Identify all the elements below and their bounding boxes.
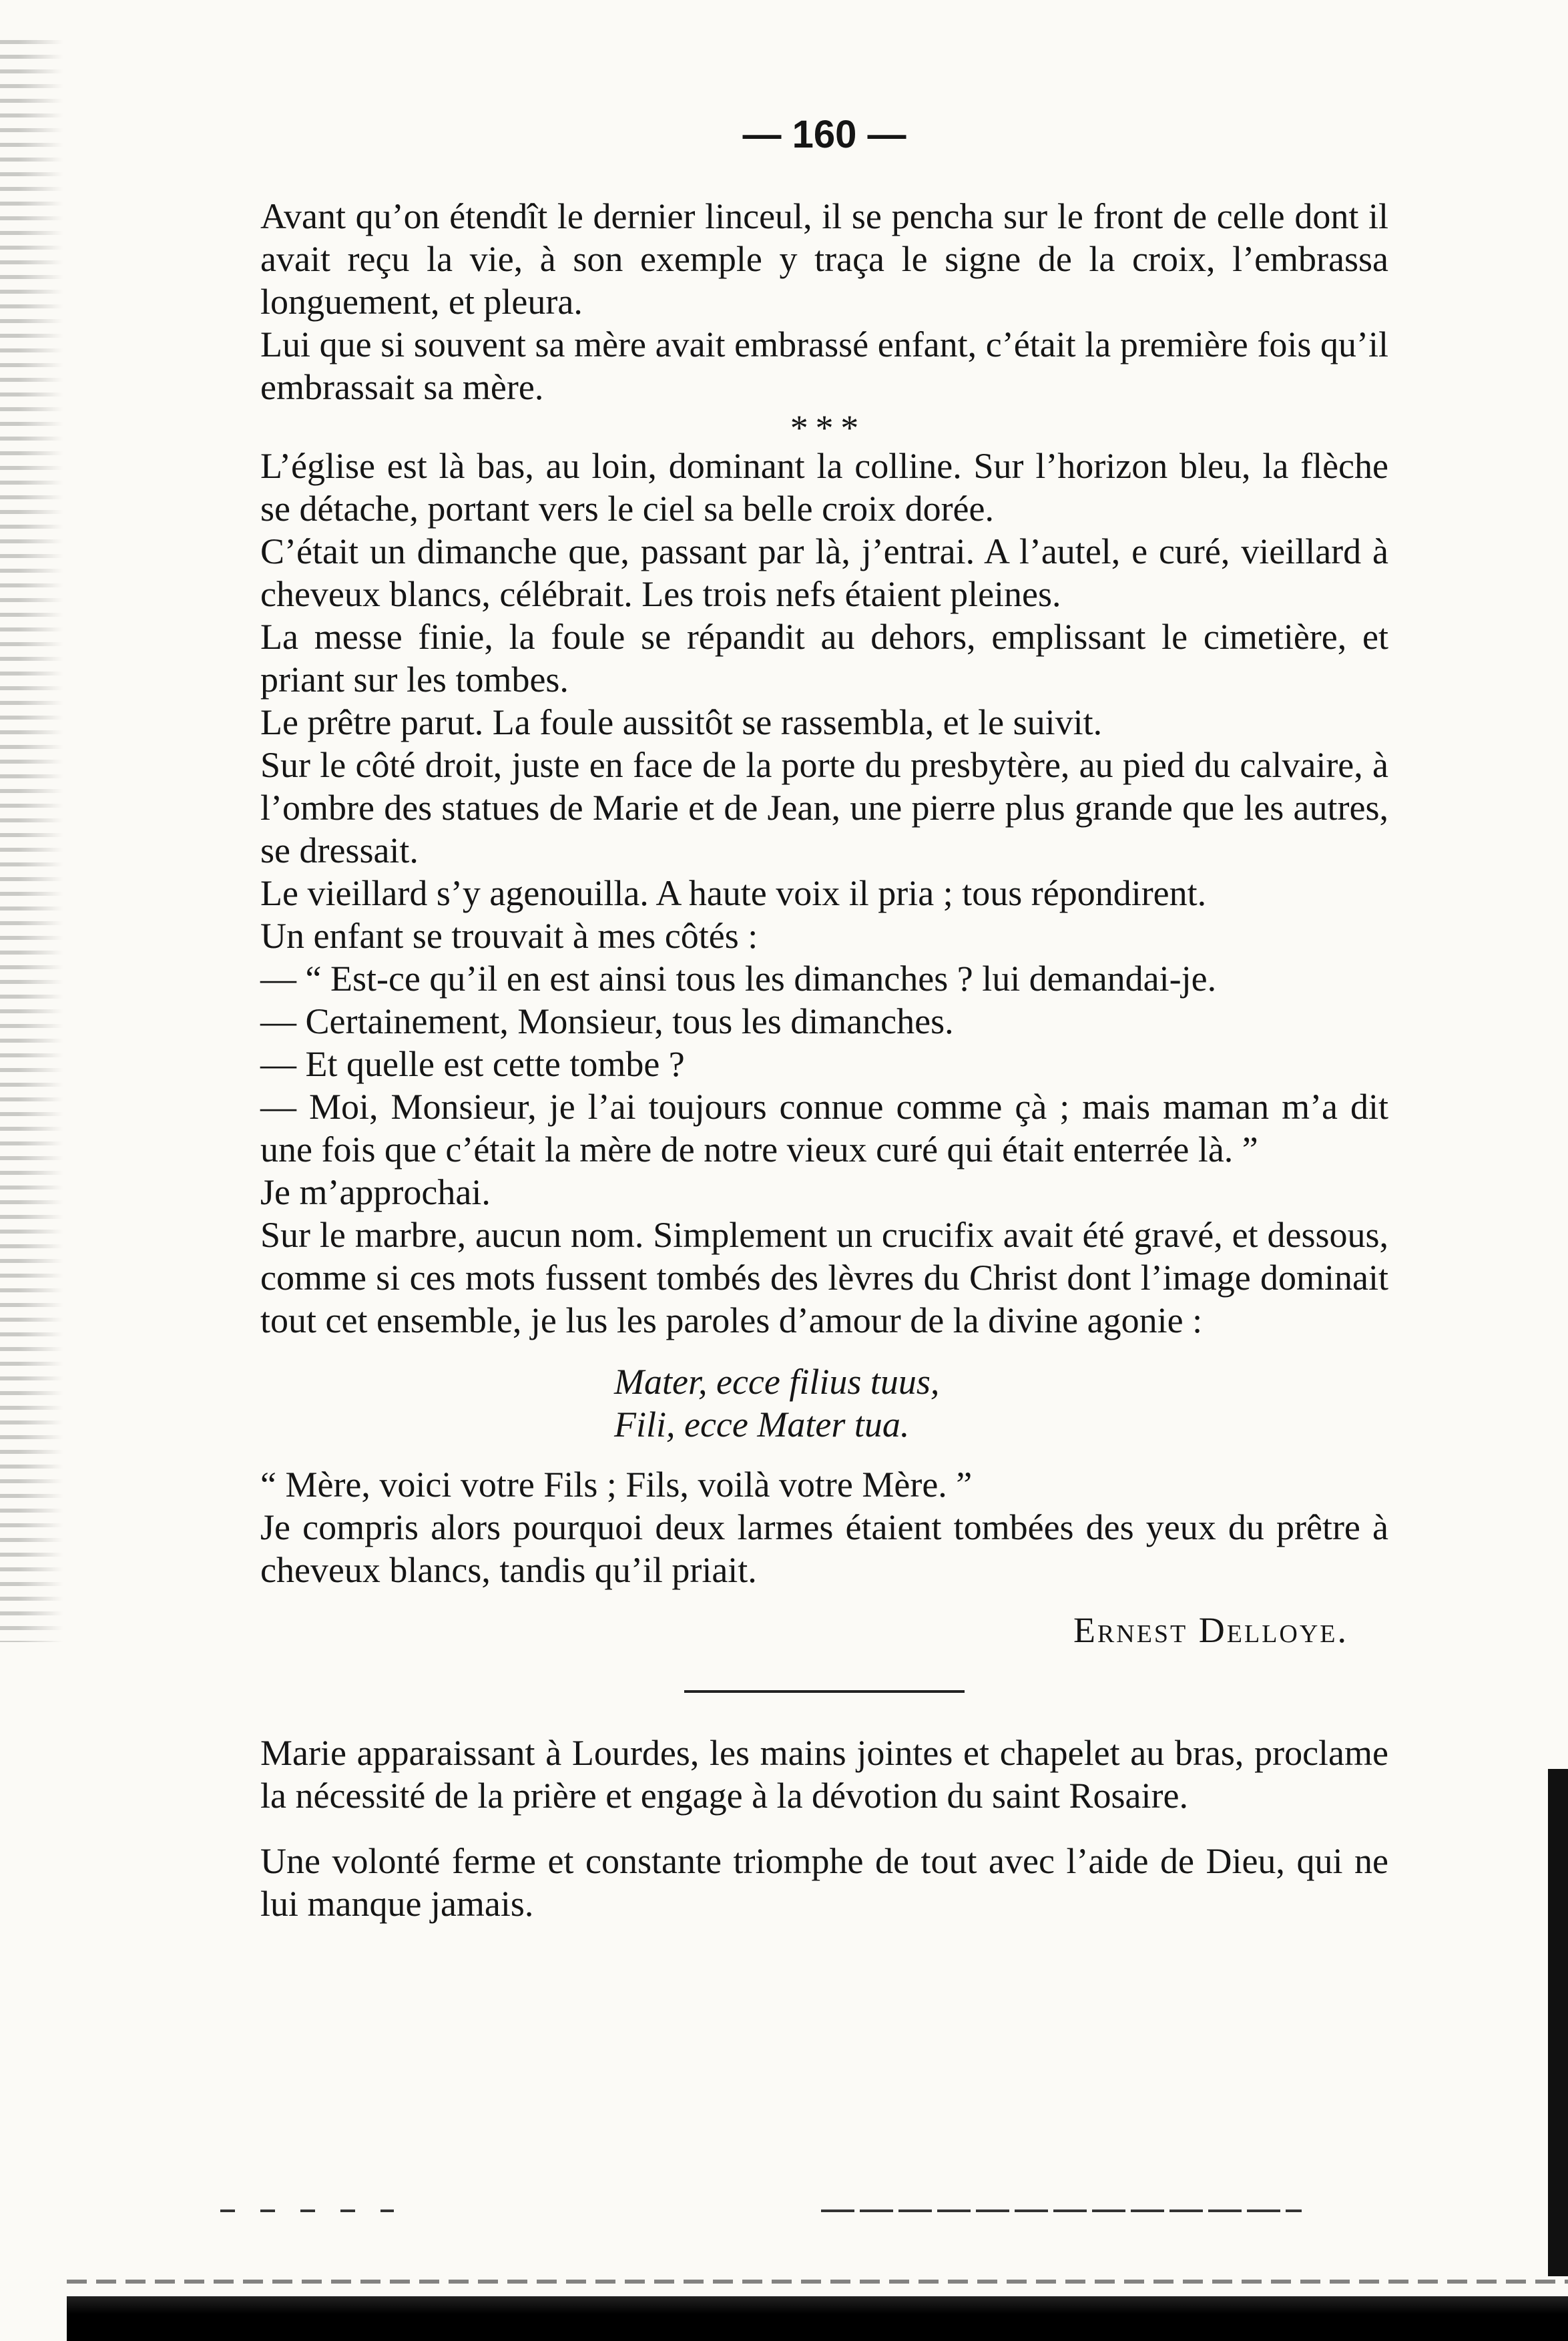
- paragraph: L’église est là bas, au loin, dominant la colline. Sur l’horizon bleu, la flèche se détache, portant vers le ciel sa belle croix dorée.: [260, 446, 1388, 529]
- scan-edge-left: [0, 40, 63, 1642]
- scan-bottom-bar: [67, 2296, 1568, 2341]
- dialogue-line: — Certainement, Monsieur, tous les dimanches.: [260, 1001, 954, 1041]
- footer-dash-rule: [0, 2209, 1568, 2215]
- author-signature: Ernest Delloye.: [1073, 1610, 1348, 1650]
- maxim: Marie apparaissant à Lourdes, les mains jointes et chapelet au bras, proclame la nécessité de la prière et engage à la dévotion du saint Rosaire.: [260, 1733, 1388, 1816]
- paragraph: Lui que si souvent sa mère avait embrassé enfant, c’était la première fois qu’il embrassait sa mère.: [260, 324, 1388, 407]
- scan-bottom-line: [67, 2280, 1568, 2284]
- latin-quote-line: Fili, ecce Mater tua.: [614, 1404, 910, 1445]
- paragraph: Je m’approchai.: [260, 1172, 491, 1212]
- maxim: Une volonté ferme et constante triomphe de tout avec l’aide de Dieu, qui ne lui manque jamais.: [260, 1841, 1388, 1924]
- paragraph: Avant qu’on étendît le dernier linceul, il se pencha sur le front de celle dont il avait reçu la vie, à son exemple y traça le signe de la croix, l’embrassa longuement, et pleura.: [260, 196, 1388, 322]
- paragraph: Sur le côté droit, juste en face de la porte du presbytère, au pied du calvaire, à l’ombre des statues de Marie et de Jean, une pierre plus grande que les autres, se dressait.: [260, 745, 1388, 870]
- page-number: — 160 —: [742, 113, 906, 156]
- paragraph: Le prêtre parut. La foule aussitôt se rassembla, et le suivit.: [260, 702, 1103, 742]
- scan-edge-right: [1548, 1769, 1568, 2276]
- paragraph: Je compris alors pourquoi deux larmes étaient tombées des yeux du prêtre à cheveux blancs, tandis qu’il priait.: [260, 1507, 1388, 1590]
- paragraph: Un enfant se trouvait à mes côtés :: [260, 916, 758, 956]
- paragraph: “ Mère, voici votre Fils ; Fils, voilà votre Mère. ”: [260, 1465, 973, 1505]
- horizontal-rule: [684, 1690, 965, 1693]
- footer-dash-left: [220, 2209, 394, 2212]
- paragraph: La messe finie, la foule se répandit au dehors, emplissant le cimetière, et priant sur les tombes.: [260, 617, 1388, 700]
- latin-quote-line: Mater, ecce filius tuus,: [614, 1362, 940, 1402]
- paragraph: C’était un dimanche que, passant par là, j’entrai. A l’autel, e curé, vieillard à cheveux blancs, célébrait. Les trois nefs étaient pleines.: [260, 531, 1388, 614]
- body-text: [260, 195, 1388, 1948]
- dialogue-line: — Moi, Monsieur, je l’ai toujours connue comme çà ; mais maman m’a dit une fois que c’était la mère de notre vieux curé qui était enterrée là. ”: [260, 1087, 1388, 1169]
- footer-dash-right: [821, 2209, 1302, 2212]
- latin-quote: [260, 1360, 1388, 1446]
- dialogue-line: — “ Est-ce qu’il en est ainsi tous les dimanches ? lui demandai-je.: [260, 959, 1217, 999]
- section-break-asterism: * * *: [790, 408, 859, 448]
- paragraph: Le vieillard s’y agenouilla. A haute voix il pria ; tous répondirent.: [260, 873, 1207, 913]
- paragraph: Sur le marbre, aucun nom. Simplement un crucifix avait été gravé, et dessous, comme si ces mots fussent tombés des lèvres du Christ dont l’image dominait tout cet ensemble, je lus les paroles d’amour de la divine agonie :: [260, 1215, 1388, 1340]
- dialogue-line: — Et quelle est cette tombe ?: [260, 1044, 685, 1084]
